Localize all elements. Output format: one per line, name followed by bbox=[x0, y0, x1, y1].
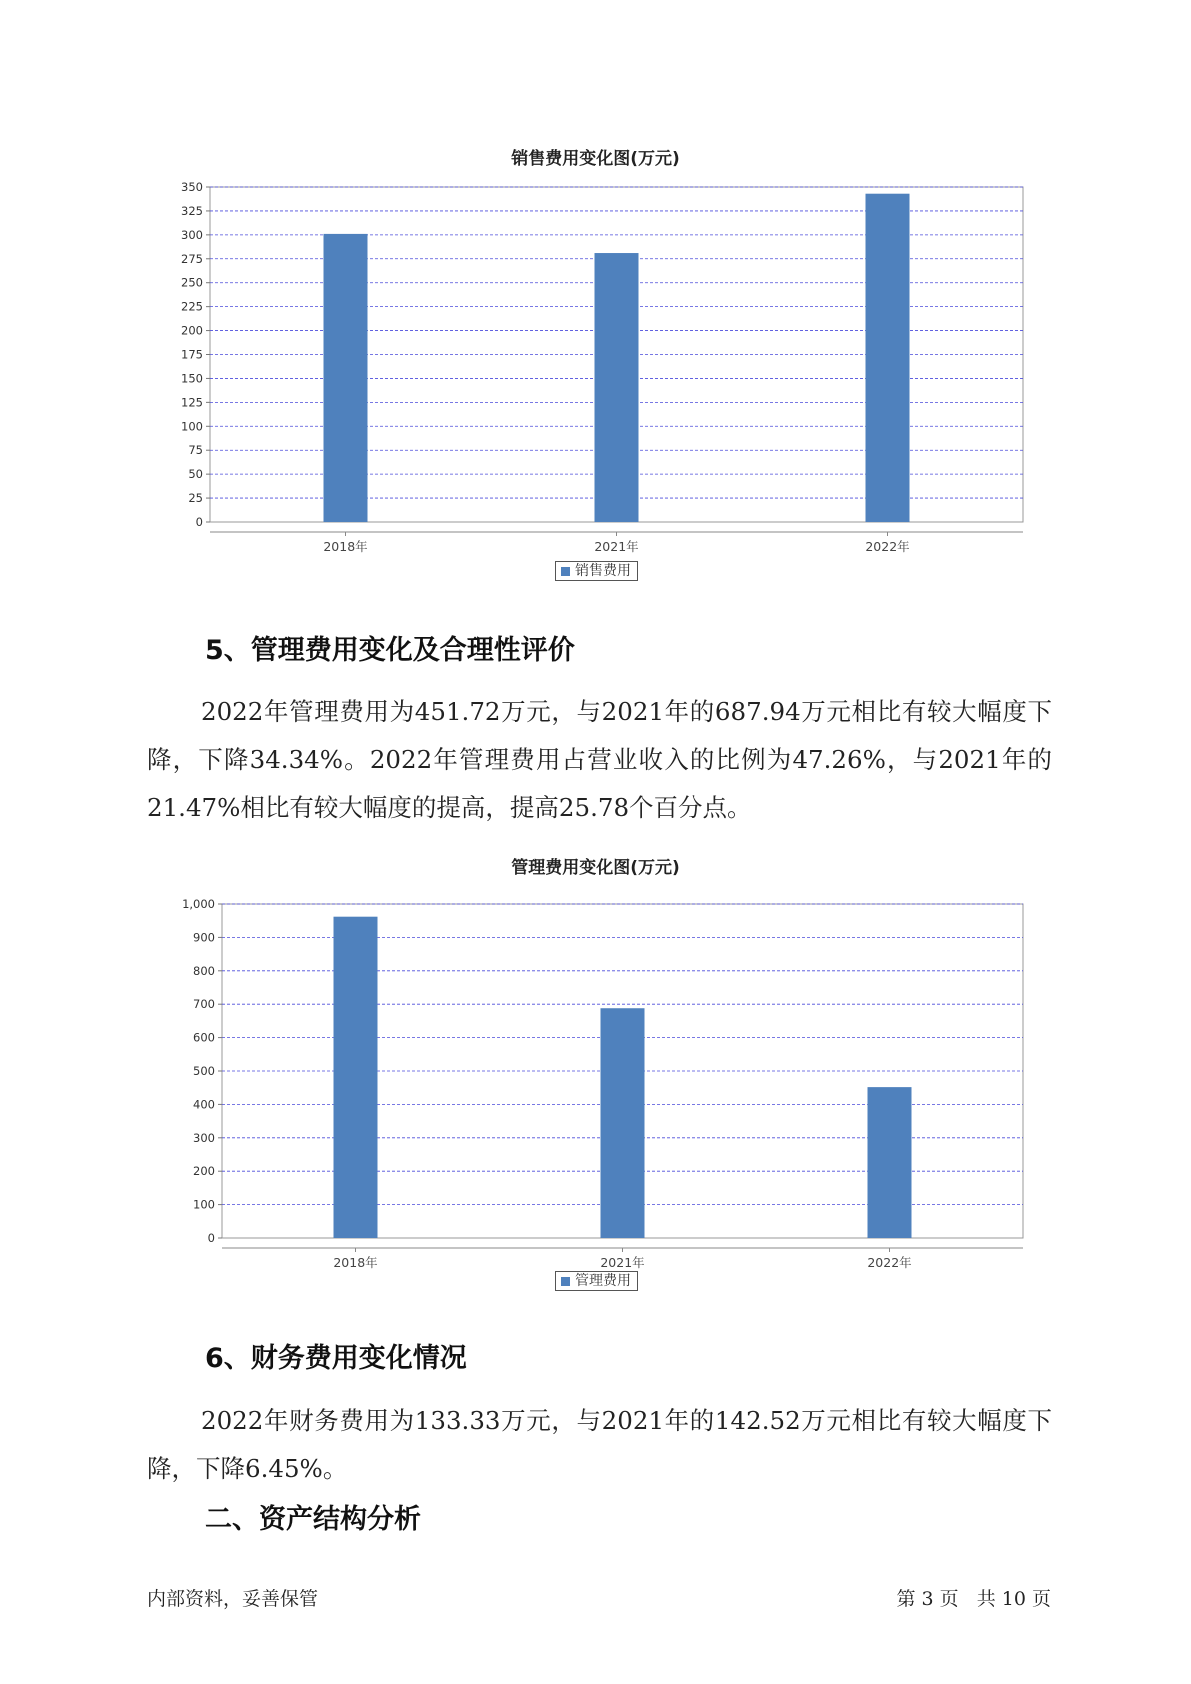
y-tick-label: 175 bbox=[181, 347, 203, 362]
y-tick-label: 400 bbox=[193, 1097, 215, 1112]
sales-chart-title: 销售费用变化图(万元) bbox=[511, 149, 680, 169]
y-tick-label: 150 bbox=[181, 371, 203, 386]
legend-swatch bbox=[561, 1277, 570, 1286]
y-tick-label: 25 bbox=[188, 491, 203, 506]
y-tick-label: 125 bbox=[181, 395, 203, 410]
footer-confidential-note: 内部资料，妥善保管 bbox=[147, 1588, 319, 1610]
y-tick-label: 500 bbox=[193, 1064, 215, 1078]
footer-page-number: 第 3 页 共 10 页 bbox=[896, 1588, 1051, 1610]
y-tick-label: 100 bbox=[181, 419, 203, 434]
x-tick-label: 2022年 bbox=[865, 539, 910, 554]
y-tick-label: 200 bbox=[193, 1164, 215, 1179]
y-tick-label: 225 bbox=[181, 299, 203, 314]
legend-label: 管理费用 bbox=[575, 1272, 631, 1289]
bar bbox=[868, 1087, 912, 1238]
finance-expense-paragraph: 2022年财务费用为133.33万元，与2021年的142.52万元相比有较大幅度下降，下降6.45%。 bbox=[147, 1406, 1052, 1483]
section-heading-asset-structure: 二、资产结构分析 bbox=[205, 1504, 421, 1535]
y-tick-label: 200 bbox=[181, 323, 203, 338]
y-tick-label: 100 bbox=[193, 1197, 215, 1212]
y-tick-label: 275 bbox=[181, 251, 203, 266]
y-tick-label: 250 bbox=[181, 275, 203, 290]
x-tick-label: 2021年 bbox=[600, 1255, 645, 1270]
x-tick-label: 2021年 bbox=[594, 539, 639, 554]
section-heading-finance-expense: 6、财务费用变化情况 bbox=[205, 1343, 467, 1374]
y-tick-label: 350 bbox=[181, 180, 203, 194]
admin-chart-title: 管理费用变化图(万元) bbox=[511, 858, 680, 878]
bar bbox=[334, 917, 378, 1238]
y-tick-label: 0 bbox=[207, 1231, 215, 1245]
y-tick-label: 325 bbox=[181, 203, 203, 218]
bar bbox=[601, 1008, 645, 1238]
x-tick-label: 2022年 bbox=[867, 1255, 912, 1270]
y-tick-label: 800 bbox=[193, 963, 215, 978]
y-tick-label: 300 bbox=[193, 1130, 215, 1145]
y-tick-label: 300 bbox=[181, 227, 203, 242]
admin-expense-paragraph: 2022年管理费用为451.72万元，与2021年的687.94万元相比有较大幅度下降，下降34.34%。2022年管理费用占营业收入的比例为47.26%，与2021年的21.47%相比有较大幅度的提高，提高25.78个百分点。 bbox=[147, 697, 1052, 822]
y-tick-label: 900 bbox=[193, 930, 215, 945]
x-tick-label: 2018年 bbox=[323, 539, 368, 554]
section-heading-admin-expense: 5、管理费用变化及合理性评价 bbox=[205, 635, 575, 666]
y-tick-label: 600 bbox=[193, 1030, 215, 1045]
y-tick-label: 0 bbox=[195, 515, 203, 529]
y-tick-label: 700 bbox=[193, 997, 215, 1012]
y-tick-label: 1,000 bbox=[182, 897, 215, 911]
admin-chart-legend bbox=[555, 1271, 638, 1291]
y-tick-label: 50 bbox=[188, 467, 203, 482]
x-tick-label: 2018年 bbox=[333, 1255, 378, 1270]
legend-label: 销售费用 bbox=[575, 562, 631, 579]
y-tick-label: 75 bbox=[188, 443, 203, 458]
